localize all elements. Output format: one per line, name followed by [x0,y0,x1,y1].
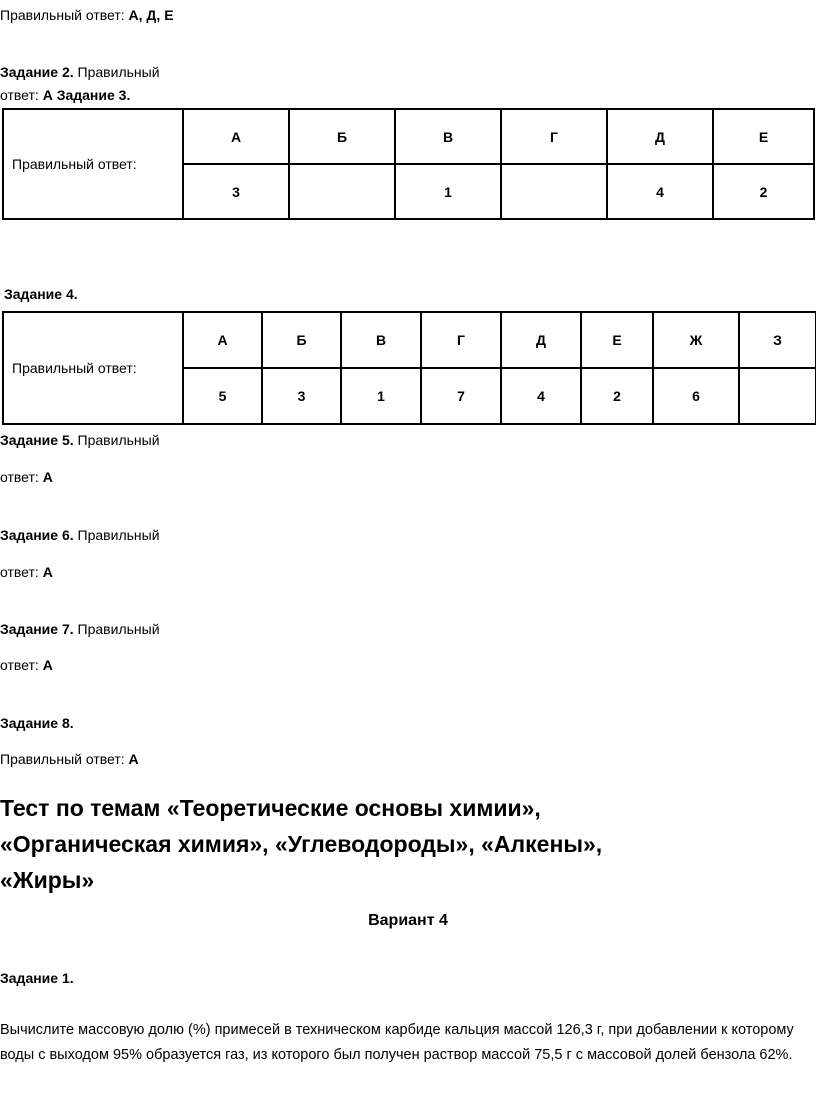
task4-letter: З [739,312,816,368]
task4-answer: 5 [183,368,262,424]
task3-answer: 2 [713,164,814,219]
task4-answer [739,368,816,424]
task5-answer: А [42,469,53,485]
answer-value: А, Д, Е [128,7,174,23]
task3-letter: Г [501,109,607,164]
task5-title: Задание 5. [0,432,74,448]
task3-answer-table [2,108,815,220]
task3-table-label: Правильный ответ: [3,109,183,219]
task8-line2 [0,750,139,768]
task7-answer: А [42,657,53,673]
task3-letter: А [183,109,289,164]
task7-line1 [0,620,160,638]
test-title-line3: «Жиры» [0,867,95,893]
task3-letter: Б [289,109,395,164]
task4-letter: Е [581,312,653,368]
task7-title: Задание 7. [0,621,74,637]
task4-letter: Д [501,312,581,368]
task4-letter: Ж [653,312,739,368]
task3-answer: 3 [183,164,289,219]
task2-title: Задание 2. [0,64,74,80]
task4-letter: Б [262,312,341,368]
task4-answer: 1 [341,368,421,424]
task6-text-b: ответ: [0,564,39,580]
task3-answer: 4 [607,164,713,219]
test-task1-title: Задание 1. [0,970,74,986]
task6-answer: А [42,564,53,580]
task8-answer-label: Правильный ответ: [0,751,125,767]
task5-text-a: Правильный [77,432,160,448]
task3-answer: 1 [395,164,501,219]
task8-answer: А [128,751,139,767]
task4-title: Задание 4. [4,286,78,302]
task3-letter: Д [607,109,713,164]
task4-table-label: Правильный ответ: [3,312,183,424]
task3-title: Задание 3. [56,87,131,103]
task4-letter: В [341,312,421,368]
task4-letter: А [183,312,262,368]
task4-answer: 7 [421,368,501,424]
variant-heading: Вариант 4 [368,912,448,929]
task5-line2 [0,468,53,486]
test-title-line1: Тест по темам «Теоретические основы химии», [0,795,541,821]
task5-text-b: ответ: [0,469,39,485]
test-title [0,790,816,898]
answer-label: Правильный ответ: [0,7,125,23]
task4-answer: 4 [501,368,581,424]
task2-line1 [0,63,160,81]
task2-answer: А [42,87,53,103]
task3-answer [289,164,395,219]
task3-letter: Е [713,109,814,164]
task6-title: Задание 6. [0,527,74,543]
task2-text-a: Правильный [77,64,160,80]
task3-letter: В [395,109,501,164]
task5-line1 [0,431,160,449]
task4-answer-table [2,311,816,425]
task7-text-b: ответ: [0,657,39,673]
task6-line2 [0,563,53,581]
task4-letter: Г [421,312,501,368]
task4-answer: 6 [653,368,739,424]
test-task1-text: Вычислите массовую долю (%) примесей в техническом карбиде кальция массой 126,3 г, при добавлении к которому воды с выходом 95% образуется газ, из которого был получен раствор массой 75,5 г с массовой долей бензола 62%. [0,1022,794,1063]
task6-line1 [0,526,160,544]
test-title-line2: «Органическая химия», «Углеводороды», «Алкены», [0,831,603,857]
task7-line2 [0,656,53,674]
task4-answer: 3 [262,368,341,424]
task6-text-a: Правильный [77,527,160,543]
top-answer-line [0,6,174,24]
task2-text-b: ответ: [0,87,39,103]
task2-line2 [0,86,130,104]
task7-text-a: Правильный [77,621,160,637]
task3-answer [501,164,607,219]
task8-title: Задание 8. [0,715,74,731]
task4-answer: 2 [581,368,653,424]
